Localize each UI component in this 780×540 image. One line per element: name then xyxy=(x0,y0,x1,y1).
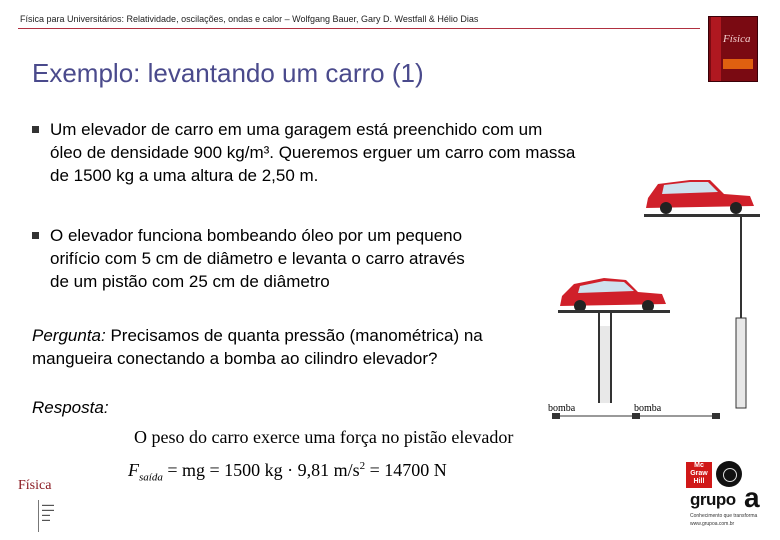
force-symbol: F xyxy=(128,460,139,480)
publisher-logos xyxy=(686,456,770,536)
pump-label-left: bomba xyxy=(548,403,576,414)
book-cover-stripe xyxy=(723,59,753,69)
fisica-logo-fineprint: ▬▬▬ ▬▬▬ ▬▬ ▬▬ xyxy=(42,502,54,522)
fisica-logo-rule xyxy=(38,500,39,532)
grupo-a-wordmark: grupo xyxy=(690,490,736,509)
slide-title: Exemplo: levantando um carro (1) xyxy=(32,58,424,88)
header-divider xyxy=(18,28,700,29)
book-cover-thumbnail xyxy=(708,16,758,82)
formula-result: = 14700 N xyxy=(365,460,447,480)
grupo-a-letter: a xyxy=(744,482,760,513)
tagline-line-2: www.grupoa.com.br xyxy=(690,521,735,527)
pump-label-right: bomba xyxy=(634,403,662,414)
book-spine xyxy=(711,17,721,81)
fisica-logo-wordmark: Física xyxy=(18,478,52,493)
car-lower-illustration xyxy=(560,278,666,312)
upper-platform xyxy=(644,214,760,217)
book-cover-title: Física xyxy=(723,33,751,45)
lower-piston-left-wall xyxy=(598,313,600,403)
bullet-square-icon xyxy=(32,126,39,133)
bullet-text: Um elevador de carro em uma garagem está preenchido com um óleo de densidade 900 kg/m³. Queremos erguer um carro com massa de 1500 kg a uma altura de 2,50 m. xyxy=(50,120,576,185)
answer-label: Resposta: xyxy=(32,398,109,417)
running-header: Física para Universitários: Relatividade, oscilações, ondas e calor – Wolfgang Bauer, Gary D. Westfall & Hélio Dias xyxy=(20,14,479,24)
lower-piston-right-wall xyxy=(610,313,612,403)
car-upper-illustration xyxy=(646,180,754,214)
question-label: Pergunta: xyxy=(32,326,106,345)
force-subscript: saída xyxy=(139,471,163,484)
car-upper-wheel xyxy=(730,202,742,214)
question-text: Precisamos de quanta pressão (manométrica) na mangueira conectando a bomba ao cilindro elevador? xyxy=(32,326,483,368)
tagline-line-1: Conhecimento que transforma xyxy=(690,513,758,519)
formula-body: = mg = 1500 kg · 9,81 m/s xyxy=(162,460,360,480)
car-lift-diagram xyxy=(540,168,770,438)
upper-piston-cylinder xyxy=(736,318,746,408)
grupo-a-tagline xyxy=(690,512,757,528)
bullet-item xyxy=(32,224,552,293)
lower-piston-fluid xyxy=(600,326,610,403)
answer-line: O peso do carro exerce uma força no pistão elevador xyxy=(134,427,514,447)
fisica-logo xyxy=(18,478,78,534)
bullet-text: O elevador funciona bombeando óleo por um pequeno orifício com 5 cm de diâmetro e levanta o carro através de um pistão com 25 cm de diâmetro xyxy=(50,226,465,291)
force-formula xyxy=(128,460,447,484)
formula-exponent: 2 xyxy=(359,460,366,472)
pump-far-right-icon xyxy=(712,413,720,419)
mcgraw-hill-logo: Mc Graw Hill xyxy=(686,462,712,488)
bullet-square-icon xyxy=(32,232,39,239)
question-paragraph xyxy=(32,324,552,370)
lower-platform xyxy=(558,310,670,313)
car-upper-wheel xyxy=(660,202,672,214)
bookman-seal-icon xyxy=(716,461,742,487)
